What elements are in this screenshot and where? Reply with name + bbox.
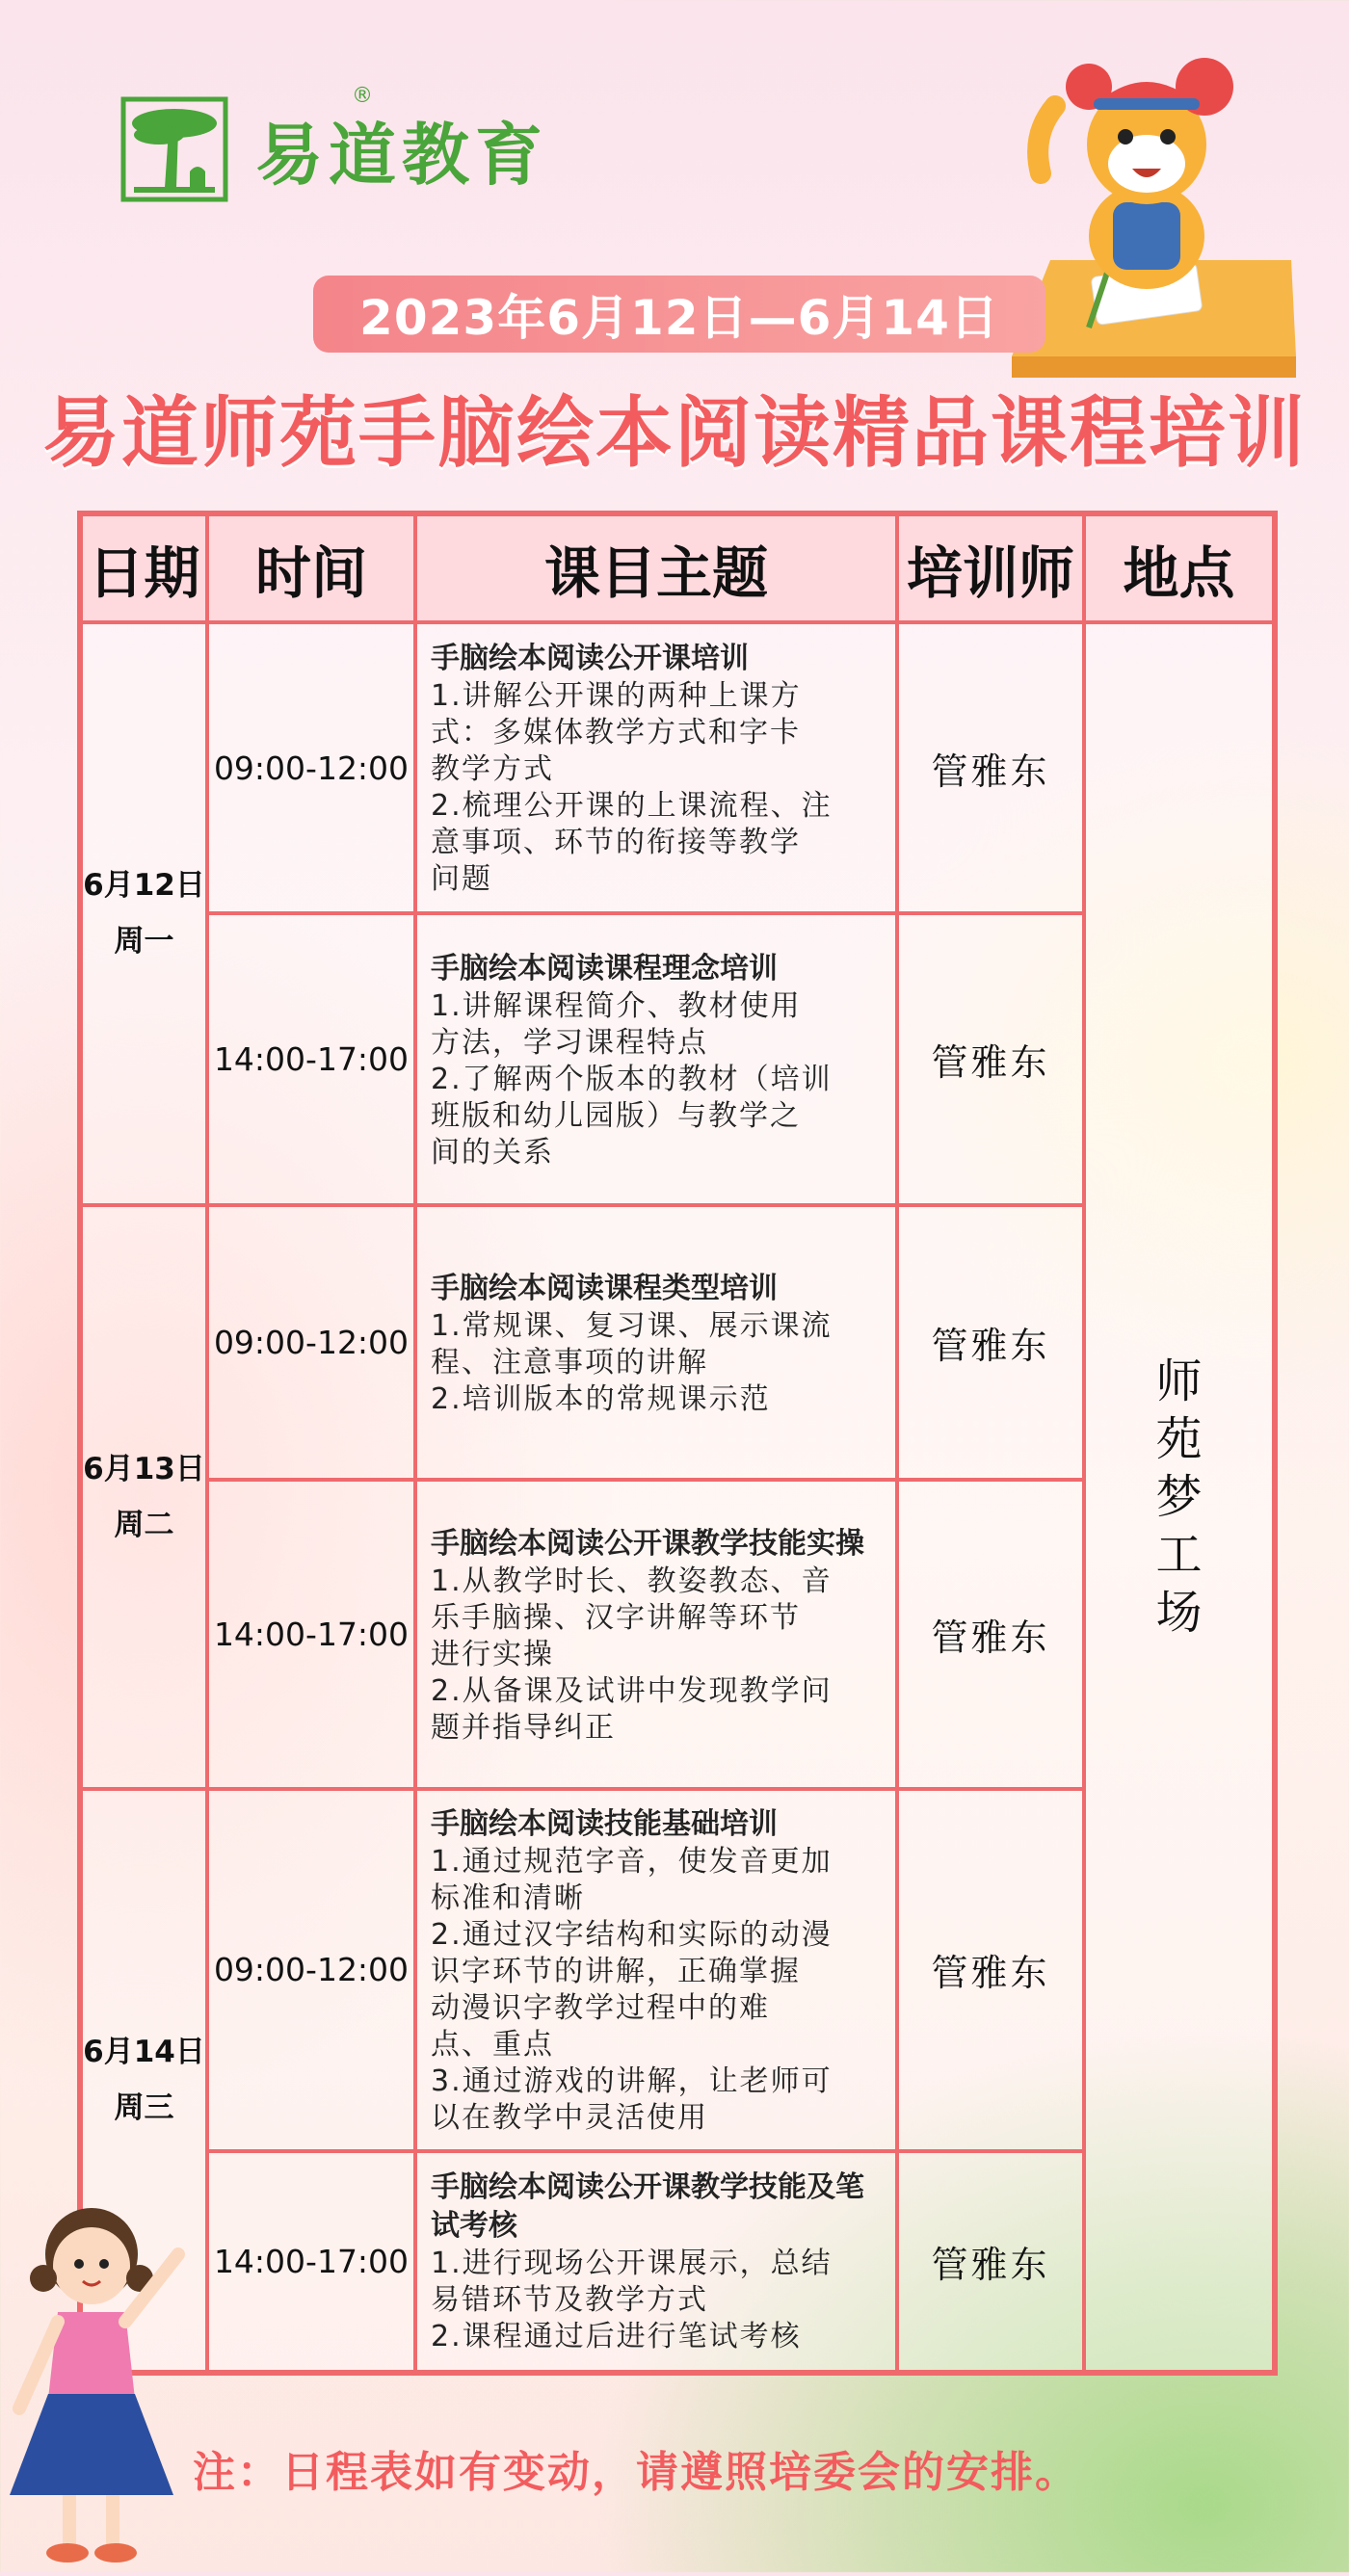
- topic-line: 1.从教学时长、教姿教态、音: [431, 1564, 833, 1598]
- table-header-row: [80, 513, 1275, 622]
- trainer-cell: 管雅东: [897, 2151, 1084, 2373]
- schedule-table: [77, 511, 1278, 2376]
- topic-title: 手脑绘本阅读课程类型培训: [431, 1271, 778, 1305]
- date-label: 6月13日: [83, 1451, 205, 1486]
- topic-line: 动漫识字教学过程中的难: [431, 1990, 770, 2025]
- topic-line: 2.培训版本的常规课示范: [431, 1381, 771, 1416]
- date-cell: [80, 622, 207, 1205]
- topic-cell: [415, 2151, 897, 2373]
- time-cell: 09:00-12:00: [207, 1205, 415, 1480]
- topic-line: 1.通过规范字音，使发音更加: [431, 1844, 833, 1879]
- trainer-cell: 管雅东: [897, 913, 1084, 1204]
- topic-title: 手脑绘本阅读公开课教学技能实操: [431, 1526, 864, 1561]
- topic-line: 1.讲解公开课的两种上课方: [431, 679, 802, 714]
- topic-line: 式：多媒体教学方式和字卡: [431, 716, 801, 750]
- topic-cell: [415, 1480, 897, 1789]
- time-cell: 09:00-12:00: [207, 1789, 415, 2151]
- table-row: [80, 622, 1275, 913]
- time-cell: 14:00-17:00: [207, 913, 415, 1204]
- topic-cell: [415, 1205, 897, 1480]
- topic-title: 手脑绘本阅读公开课培训: [431, 642, 749, 676]
- topic-line: 以在教学中灵活使用: [431, 2100, 708, 2135]
- topic-line: 程、注意事项的讲解: [431, 1345, 708, 1380]
- date-label: 6月12日: [83, 868, 205, 904]
- topic-line: 1.讲解课程简介、教材使用: [431, 988, 802, 1023]
- topic-cell: [415, 1789, 897, 2151]
- topic-line: 班版和幼儿园版）与教学之: [431, 1098, 801, 1133]
- topic-line: 2.梳理公开课的上课流程、注: [431, 789, 833, 824]
- header-topic: 课目主题: [415, 513, 897, 622]
- topic-title: 手脑绘本阅读技能基础培训: [431, 1806, 778, 1841]
- topic-line: 3.通过游戏的讲解，让老师可: [431, 2063, 833, 2098]
- header-venue: 地点: [1084, 513, 1275, 622]
- topic-title: 手脑绘本阅读课程理念培训: [431, 951, 778, 986]
- weekday-label: 周一: [114, 924, 174, 959]
- trainer-cell: 管雅东: [897, 1205, 1084, 1480]
- topic-line: 2.课程通过后进行笔试考核: [431, 2320, 802, 2354]
- header-date: 日期: [80, 513, 207, 622]
- topic-line: 识字环节的讲解，正确掌握: [431, 1954, 801, 1988]
- topic-line: 题并指导纠正: [431, 1710, 616, 1745]
- topic-line: 2.从备课及试讲中发现教学问: [431, 1673, 833, 1708]
- topic-line: 教学方式: [431, 752, 554, 787]
- topic-line: 2.通过汉字结构和实际的动漫: [431, 1917, 833, 1952]
- topic-line: 点、重点: [431, 2027, 554, 2062]
- page-title: 易道师苑手脑绘本阅读精品课程培训: [42, 388, 1307, 478]
- topic-line: 问题: [431, 862, 492, 897]
- topic-line: 乐手脑操、汉字讲解等环节: [431, 1600, 801, 1635]
- venue-char: 苑: [1155, 1412, 1203, 1466]
- venue-char: 场: [1155, 1586, 1203, 1640]
- date-range-banner: 2023年6月12日—6月14日: [313, 276, 1045, 353]
- venue-cell: [1084, 622, 1275, 2373]
- weekday-label: 周三: [114, 2090, 174, 2126]
- registered-mark: ®: [352, 84, 373, 108]
- venue-char: 梦: [1155, 1470, 1203, 1524]
- topic-line: 2.了解两个版本的教材（培训: [431, 1062, 833, 1096]
- brand-logo: [120, 84, 622, 207]
- header-trainer: 培训师: [897, 513, 1084, 622]
- venue-char: 师: [1155, 1354, 1203, 1408]
- girl-illustration: [0, 2187, 202, 2572]
- trainer-cell: 管雅东: [897, 1789, 1084, 2151]
- topic-cell: [415, 913, 897, 1204]
- date-label: 6月14日: [83, 2035, 205, 2070]
- topic-line: 易错环节及教学方式: [431, 2283, 708, 2318]
- topic-line: 间的关系: [431, 1135, 554, 1170]
- time-cell: 14:00-17:00: [207, 2151, 415, 2373]
- topic-cell: [415, 622, 897, 913]
- tiger-mascot-illustration: [1002, 29, 1310, 385]
- header-time: 时间: [207, 513, 415, 622]
- time-cell: 14:00-17:00: [207, 1480, 415, 1789]
- time-cell: 09:00-12:00: [207, 622, 415, 913]
- tree-logo-icon: [120, 96, 228, 202]
- weekday-label: 周二: [114, 1507, 174, 1542]
- topic-line: 方法，学习课程特点: [431, 1025, 708, 1060]
- date-cell: [80, 1205, 207, 1789]
- trainer-cell: 管雅东: [897, 1480, 1084, 1789]
- topic-line: 1.常规课、复习课、展示课流: [431, 1308, 833, 1343]
- brand-name: 易道教育: [255, 114, 548, 195]
- trainer-cell: 管雅东: [897, 622, 1084, 913]
- schedule-note: 注：日程表如有变动，请遵照培委会的安排。: [193, 2448, 1079, 2497]
- topic-line: 标准和清晰: [431, 1880, 585, 1915]
- topic-title: 手脑绘本阅读公开课教学技能及笔试考核: [431, 2170, 864, 2244]
- venue-char: 工: [1155, 1528, 1203, 1582]
- topic-line: 1.进行现场公开课展示，总结: [431, 2247, 833, 2281]
- topic-line: 意事项、环节的衔接等教学: [431, 826, 801, 860]
- topic-line: 进行实操: [431, 1637, 554, 1671]
